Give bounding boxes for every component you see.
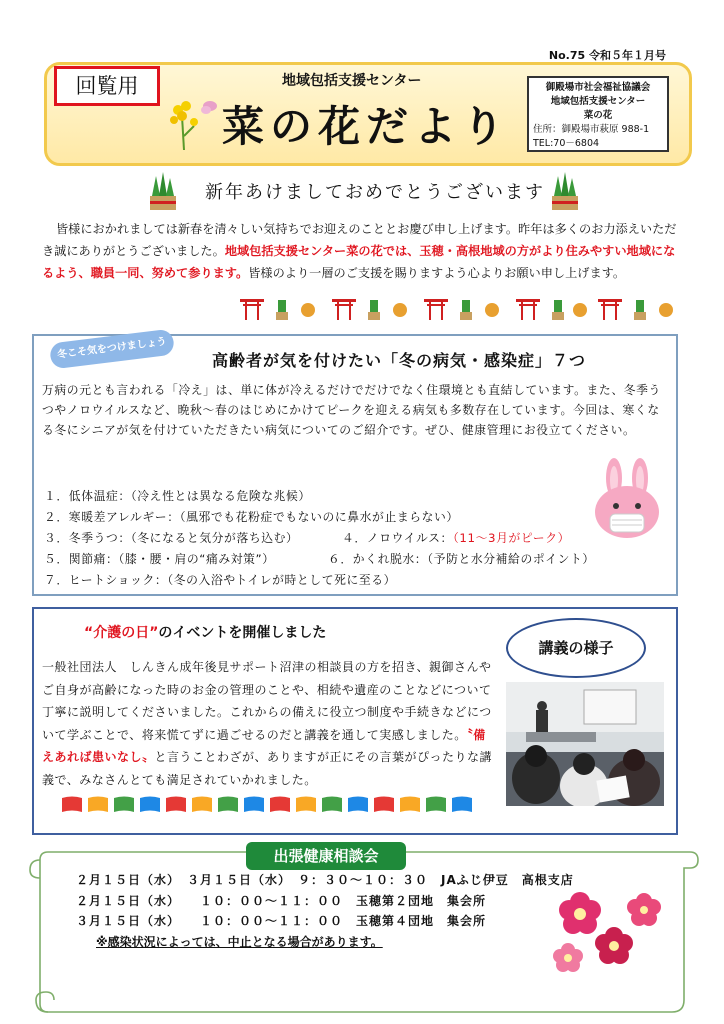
center-name: 地域包括支援センター [282,73,422,89]
greeting-paragraph [42,218,678,284]
books-decoration-row [60,794,486,814]
care-day-body [42,656,498,791]
publisher-center: 地域包括支援センター [550,96,646,107]
rabbit-with-mask-icon [588,458,666,542]
publisher-address: 住所：御殿場市萩原 988-1 [533,124,650,135]
illness-item-4-peak: （11～3月がピーク） [452,531,570,545]
care-day-heading [84,622,326,642]
new-year-greeting: 新年あけましておめでとうございます [205,182,545,203]
winter-illness-intro: 万病の元とも言われる「冷え」は、単に体が冷えるだけでだけでなく住環境とも直結しています。また、冬季うつやノロウイルスなど、晩秋～春のはじめにかけてピークを迎える病気も多数存在しています。今回は、寒くなる冬にシニアが気を付けていただきたい病気についてのご紹介です。ぜひ、健康管理にお役立てください。 [42,383,661,437]
winter-illness-heading: 高齢者が気を付けたい「冬の病気・感染症」７つ [212,351,587,370]
greeting-text-1: 皆様におかれましては新春を清々しい気持ちでお迎えのこととお慶び申し上げます。昨年は多くのお力添えいただき誠にありがとうございました。 [42,222,677,258]
illness-item-1: １．低体温症：（冷え性とは異なる危険な兆候） [44,489,311,503]
lecture-caption-bubble: 講義の様子 [506,618,646,678]
illness-item-7: ７．ヒートショック：（冬の入浴やトイレが時として死に至る） [44,573,397,587]
kadomatsu-icon [146,172,180,212]
issue-number: No.75 令和５年１月号 [548,49,666,62]
illness-item-5: ５．関節痛：（膝・腰・肩の“痛み対策”） [44,552,275,566]
proverb-highlight: 〝備えあれば患いなし〟 [42,727,486,764]
schedule-row-3: ３月１５日（水） １０：００～１１：００ 玉穂第４団地 集会所 [76,914,487,928]
publisher-org: 御殿場市社会福祉協議会 [545,82,651,93]
winter-caution-badge: 冬こそ気をつけましょう [49,329,175,370]
illness-item-6: ６．かくれ脱水：（予防と水分補給のポイント） [328,552,595,566]
consultation-heading: 出張健康相談会 [246,842,406,870]
illness-item-3: ３．冬季うつ：（冬になると気分が落ち込む） [44,531,299,545]
care-day-text-1: 一般社団法人 しんきん成年後見サポート沼津の相談員の方を招き、親御さんやご自身が高齢になった時のお金の管理のことや、相続や遺産のことなどについて丁寧に説明してくださいました。これからの備えに役立つ制度や手続きなどについて学ぶことで、将来慌てずに過ごせるのだと講義を通して実感しました。 [42,660,492,742]
schedule-row-1: ２月１５日（水） ３月１５日（水） ９：３０～１０：３０ JAふじ伊豆 高根支店 [76,873,574,887]
greeting-text-highlight: 地域包括支援センター菜の花では、玉穂・高根地域の方がより住みやすい地域になるよう、職員一同、努めて参ります。 [42,244,676,280]
lecture-photo [506,682,664,806]
illness-item-4-label: ４．ノロウイルス： [342,531,453,545]
kadomatsu-icon [548,172,582,212]
illness-item-4 [342,529,570,546]
newsletter-title: 菜の花だより [222,102,511,151]
new-year-decoration-row [238,296,678,320]
cancellation-note: ※感染状況によっては、中止となる場合があります。 [96,935,383,949]
rapeseed-flower-icon [160,96,220,152]
greeting-text-2: 皆様のより一層のご支援を賜りますよう心よりお願い申し上げます。 [248,266,626,280]
plum-blossom-icon [540,888,690,980]
care-day-heading-rest: のイベントを開催しました [158,625,327,641]
publisher-tel: TEL:70－6804 [533,138,600,149]
care-day-text-2: と言うことわざが、ありますが正にその言葉がぴったりな講義で、みなさんとても満足されていかれました。 [42,750,493,787]
publisher-name: 菜の花 [583,110,613,121]
schedule-row-2: ２月１５日（水） １０：００～１１：００ 玉穂第２団地 集会所 [76,894,487,908]
care-day-name: “介護の日” [84,625,159,641]
circulation-stamp: 回覧用 [54,66,160,106]
publisher-info-box [527,76,669,152]
illness-item-2: ２．寒暖差アレルギー：（風邪でも花粉症でもないのに鼻水が止まらない） [44,510,459,524]
